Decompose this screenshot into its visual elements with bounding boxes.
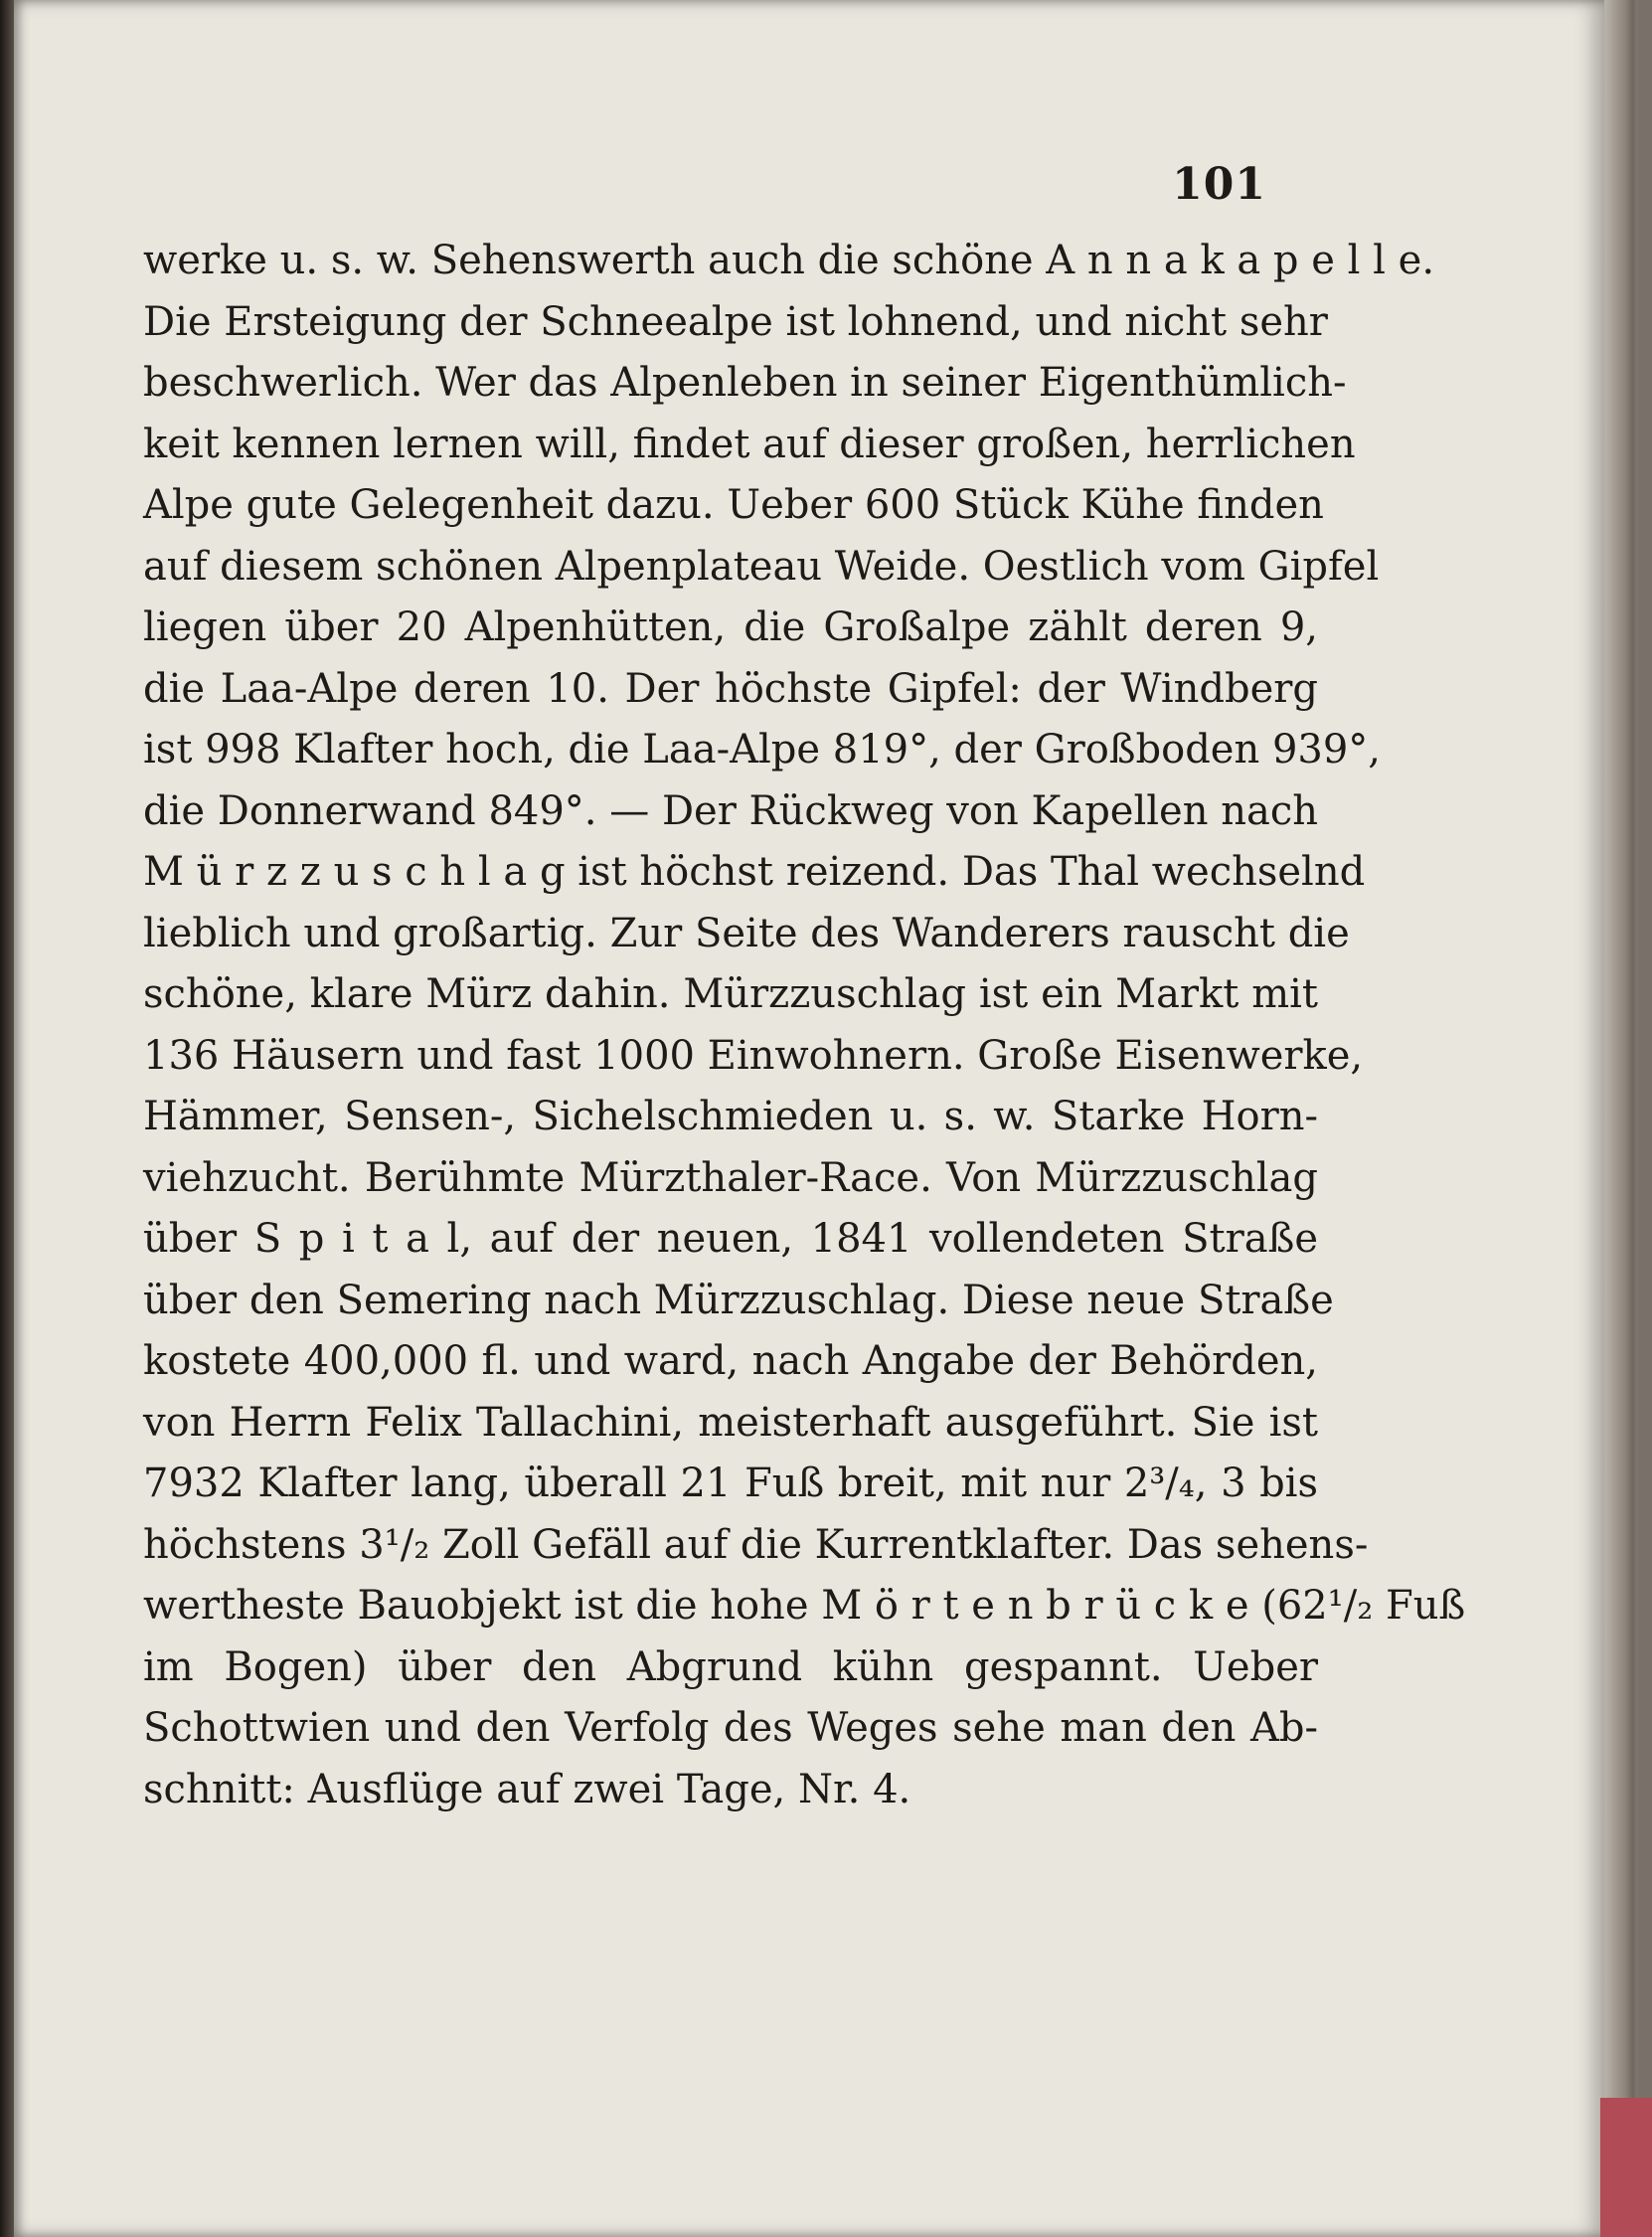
page-number: 101 (1172, 159, 1266, 210)
text-line: schnitt: Ausflüge auf zwei Tage, Nr. 4. (143, 1766, 911, 1812)
text-line: liegen über 20 Alpenhütten, die Großalpe zählt deren 9, (143, 604, 1318, 650)
text-line: über den Semering nach Mürzzuschlag. Diese neue Straße (143, 1277, 1334, 1323)
text-line: viehzucht. Berühmte Mürzthaler-Race. Von Mürzzuschlag (143, 1154, 1318, 1201)
text-line: 7932 Klafter lang, überall 21 Fuß breit, mit nur 2³/₄, 3 bis (143, 1461, 1318, 1506)
text-line: keit kennen lernen will, findet auf dieser großen, herrlichen (143, 421, 1356, 467)
page-body-text (143, 231, 1466, 1820)
text-line: schöne, klare Mürz dahin. Mürzzuschlag ist ein Markt mit (143, 971, 1318, 1017)
text-line: beschwerlich. Wer das Alpenleben in seiner Eigenthümlich- (143, 360, 1347, 406)
text-line: wertheste Bauobjekt ist die hohe M ö r t e n b r ü c k e (62¹/₂ Fuß (143, 1583, 1466, 1629)
binding-edge (0, 0, 14, 2237)
text-line: Hämmer, Sensen-, Sichelschmieden u. s. w. Starke Horn- (143, 1094, 1318, 1139)
text-line: Die Ersteigung der Schneealpe ist lohnend, und nicht sehr (143, 298, 1328, 345)
cover-corner (1600, 2098, 1652, 2237)
text-line: die Laa-Alpe deren 10. Der höchste Gipfel: der Windberg (143, 665, 1318, 712)
text-line: von Herrn Felix Tallachini, meisterhaft ausgeführt. Sie ist (143, 1399, 1318, 1446)
text-line: werke u. s. w. Sehenswerth auch die schöne A n n a k a p e l l e. (143, 238, 1435, 283)
text-line: ist 998 Klafter hoch, die Laa-Alpe 819°, der Großboden 939°, (143, 727, 1382, 773)
text-line: kostete 400,000 fl. und ward, nach Angabe der Behörden, (143, 1338, 1318, 1384)
text-line: Schottwien und den Verfolg des Weges sehe man den Ab- (143, 1705, 1318, 1751)
cover-edge (1638, 0, 1652, 2237)
text-line: über S p i t a l, auf der neuen, 1841 vollendeten Straße (143, 1216, 1318, 1262)
text-line: 136 Häusern und fast 1000 Einwohnern. Große Eisenwerke, (143, 1032, 1364, 1079)
text-line: höchstens 3¹/₂ Zoll Gefäll auf die Kurrentklafter. Das sehens- (143, 1521, 1369, 1568)
text-line: im Bogen) über den Abgrund kühn gespannt. Ueber (143, 1643, 1318, 1690)
text-line: lieblich und großartig. Zur Seite des Wanderers rauscht die (143, 910, 1350, 956)
text-line: die Donnerwand 849°. — Der Rückweg von Kapellen nach (143, 787, 1318, 834)
text-line: M ü r z z u s c h l a g ist höchst reizend. Das Thal wechselnd (143, 849, 1366, 895)
text-line: Alpe gute Gelegenheit dazu. Ueber 600 Stück Kühe finden (143, 482, 1324, 528)
text-line: auf diesem schönen Alpenplateau Weide. Oestlich vom Gipfel (143, 543, 1380, 590)
book-page (14, 0, 1604, 2237)
